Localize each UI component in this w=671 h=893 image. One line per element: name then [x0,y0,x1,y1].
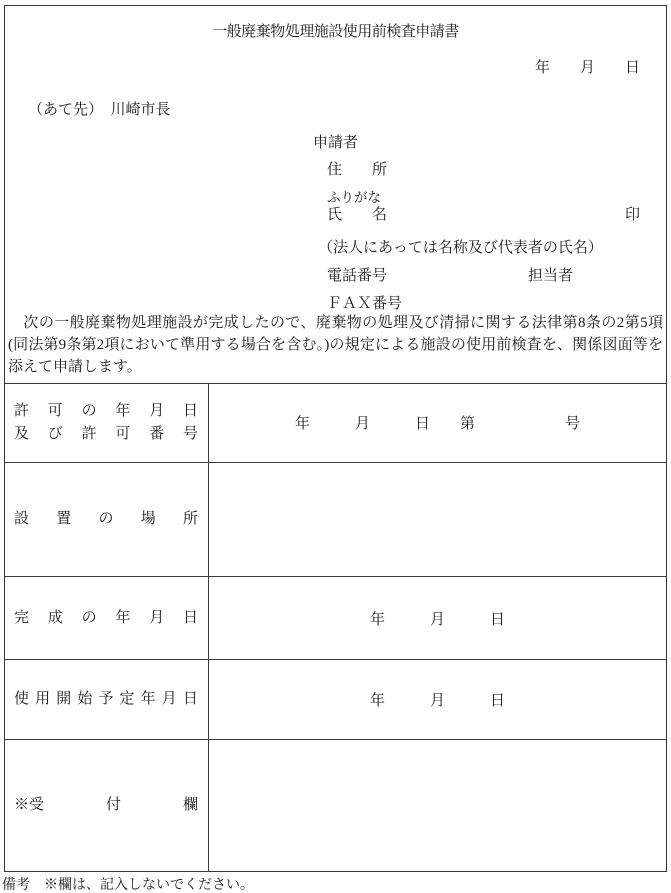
permit-label-line2: 及 び 許 可 番 号 [14,425,198,442]
seal-label: 印 [625,207,641,223]
table-row-reception-column [5,740,666,871]
addressee-line: （あて先） 川崎市長 [28,102,171,118]
reception-column-label [5,740,209,871]
applicant-heading: 申請者 [313,135,359,151]
address-label: 住 所 [327,162,388,178]
installation-location-value [209,463,666,577]
contact-person-label: 担当者 [528,268,574,284]
reception-column-value [209,740,666,871]
table-row-permit-date-number [5,384,666,463]
permit-label-line1: 許 可 の 年 月 日 [14,402,198,419]
date-line: 年 月 日 [534,60,640,76]
table-row-completion-date [5,577,666,660]
table-row-installation-location [5,463,666,578]
table-row-planned-start-date [5,660,666,740]
furigana-label: ふりがな [327,190,381,205]
application-table [4,383,667,872]
installation-label-line: 設 置 の 場 所 [14,510,198,527]
planned-start-date-value: 年 月 日 [369,692,505,709]
completion-date-value: 年 月 日 [369,611,505,628]
permit-date-number-value: 年 月 日 第 号 [294,416,580,433]
corporate-note: （法人にあっては名称及び代表者の氏名） [318,240,603,256]
fax-label: ＦＡＸ番号 [327,296,403,312]
remarks-note: 備考 ※欄は、記入しないでください。 [2,878,254,893]
planned-start-label-line: 使 用 開 始 予 定 年 月 日 [14,690,198,707]
planned-start-date-label [5,660,209,739]
application-statement: 次の一般廃棄物処理施設が完成したので、廃棄物の処理及び清掃に関する法律第8条の2第5項(同法第9条第2項において準用する場合を含む。)の規定による施設の使用前検査を、関係図面等を添えて申請します。 [8,315,663,375]
name-label: 氏 名 [327,207,388,223]
installation-location-label [5,463,209,577]
completion-date-label [5,577,209,659]
permit-date-number-label [5,384,209,462]
completion-label-line: 完 成 の 年 月 日 [14,609,198,626]
form-title: 一般廃棄物処理施設使用前検査申請書 [212,24,459,40]
reception-label-line: ※受 付 欄 [14,796,198,813]
phone-label: 電話番号 [327,268,388,284]
